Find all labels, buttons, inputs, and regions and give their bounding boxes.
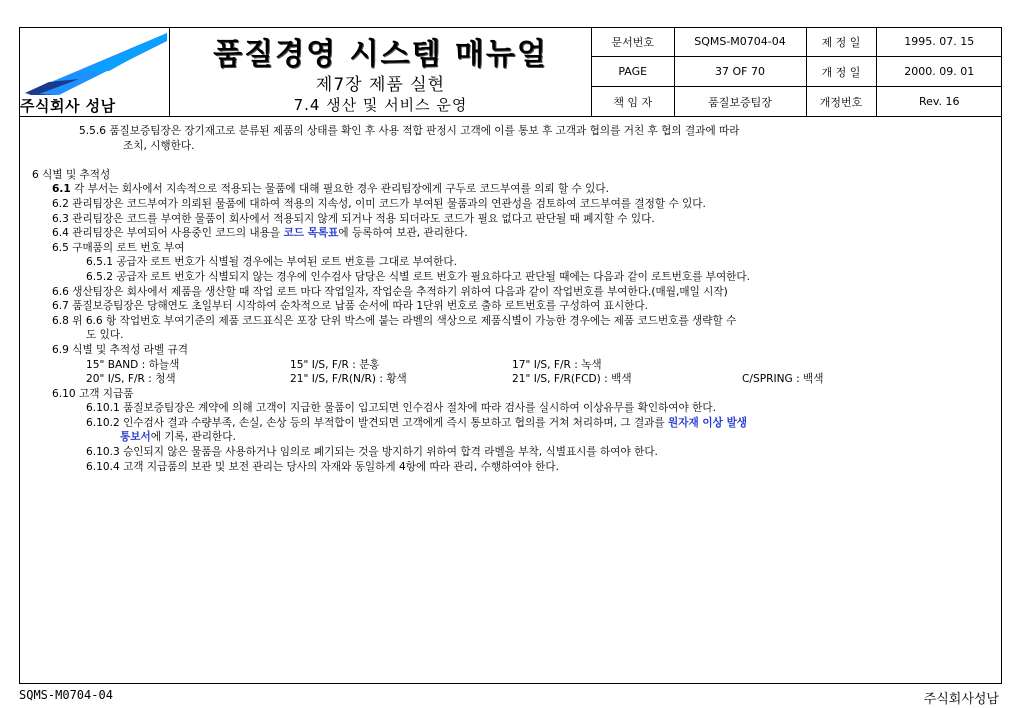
paragraph-6-7: 6.7 품질보증팀장은 당해연도 초일부터 시작하여 순차적으로 납품 순서에 따라 1단위 번호로 출하 로트번호를 구성하여 표시한다.	[52, 300, 649, 313]
paragraph-6-5-1: 6.5.1 공급자 로트 번호가 식별될 경우에는 부여된 로트 번호를 그대로 부여한다.	[86, 256, 458, 269]
paragraph-6-9: 6.9 식별 및 추적성 라벨 규격	[52, 343, 189, 356]
rev-no: Rev. 16	[876, 87, 1002, 117]
enact-date: 1995. 07. 15	[876, 27, 1002, 57]
logo-cell	[19, 27, 170, 117]
title-cell	[170, 27, 592, 117]
footer-company: 주식회사성남	[923, 692, 999, 707]
paragraph-6-10-2	[32, 416, 997, 431]
paragraph-6-4-tail: 에 등록하여 보관, 관리한다.	[338, 227, 468, 240]
paragraph-6-8: 6.8 위 6.6 항 작업번호 부여기준의 제품 코드표식은 포장 단위 박스에 붙는 라벨의 색상으로 제품식별이 가능한 경우에는 제품 코드번호를 생략할 수	[52, 314, 737, 327]
paragraph-5-5-6-cont: 조치, 시행한다.	[123, 139, 195, 152]
manual-title: 품질경영 시스템 매뉴얼	[213, 37, 548, 72]
revise-label: 개 정 일	[806, 57, 876, 87]
code-list-link[interactable]: 코드 목록표	[283, 227, 339, 240]
page-number: 37 OF 70	[674, 57, 806, 87]
material-anomaly-report-link-cont[interactable]: 통보서	[120, 431, 151, 444]
label-row-1	[32, 358, 997, 373]
label-spec: C/SPRING : 백색	[742, 373, 824, 386]
paragraph-6-10-2-tail: 에 기록, 관리한다.	[150, 431, 236, 444]
document-meta-table	[592, 27, 1002, 117]
doc-no: SQMS-M0704-04	[674, 27, 806, 57]
enact-label: 제 정 일	[806, 27, 876, 57]
label-spec: 21" I/S, F/R(N/R) : 황색	[290, 373, 407, 386]
paragraph-5-5-6: 5.5.6 품질보증팀장은 장기재고로 분류된 제품의 상태를 확인 후 사용 적합 판정시 고객에 이를 통보 후 고객과 협의를 거친 후 협의 결과에 따라	[79, 125, 740, 137]
paragraph-6-5-2: 6.5.2 공급자 로트 번호가 식별되지 않는 경우에 인수검사 담당은 식별 로트 번호가 필요하다고 판단될 때에는 다음과 같이 로트번호를 부여한다.	[86, 270, 751, 283]
paragraph-6-10-1: 6.10.1 품질보증팀장은 계약에 의해 고객이 지급한 물품이 입고되면 인수검사 절차에 따라 검사를 실시하여 이상유무를 확인하여야 한다.	[86, 402, 716, 415]
section-6-heading: 6 식별 및 추적성	[32, 168, 111, 181]
paragraph-6-10-3: 6.10.3 승인되지 않은 물품을 사용하거나 임의로 폐기되는 것을 방지하기 위하여 합격 라벨을 부착, 식별표시를 하여야 한다.	[86, 446, 658, 459]
company-name: 주식회사 성남	[20, 97, 116, 115]
paragraph-6-1-text: 각 부서는 회사에서 지속적으로 적용되는 물품에 대해 필요한 경우 관리팀장에게 구두로 코드부여를 의뢰 할 수 있다.	[70, 183, 610, 196]
label-spec: 17" I/S, F/R : 녹색	[512, 358, 602, 371]
paragraph-6-1-number: 6.1	[52, 183, 71, 196]
label-spec: 20" I/S, F/R : 청색	[86, 373, 176, 386]
label-row-2	[32, 372, 997, 387]
paragraph-6-1	[32, 182, 997, 197]
paragraph-6-5: 6.5 구매품의 로트 번호 부여	[52, 241, 185, 254]
company-logo-icon	[19, 27, 169, 97]
spacer	[32, 153, 997, 168]
paragraph-6-8-cont: 도 있다.	[86, 329, 124, 342]
paragraph-6-2: 6.2 관리팀장은 코드부여가 의뢰된 물품에 대하여 적용의 지속성, 이미 코드가 부여된 물품과의 연관성을 검토하여 코드부여를 결정할 수 있다.	[52, 197, 706, 210]
revise-date: 2000. 09. 01	[876, 57, 1002, 87]
paragraph-6-10: 6.10 고객 지급품	[52, 387, 134, 400]
section-title: 7.4 생산 및 서비스 운영	[293, 96, 468, 114]
chapter-title: 제7장 제품 실현	[315, 75, 446, 95]
doc-no-label: 문서번호	[592, 27, 674, 57]
paragraph-6-10-2-text: 6.10.2 인수검사 결과 수량부족, 손실, 손상 등의 부적합이 발견되면 고객에게 즉시 통보하고 협의를 거쳐 처리하며, 그 결과를	[86, 416, 669, 429]
paragraph-6-10-2-cont	[32, 430, 997, 445]
paragraph-6-4	[32, 226, 997, 241]
paragraph-6-6: 6.6 생산팀장은 회사에서 제품을 생산할 때 작업 로트 마다 작업일자, 작업순을 추적하기 위하여 다음과 같이 작업번호를 부여한다.(매월,매일 시작)	[52, 285, 728, 298]
document-body	[32, 124, 997, 474]
owner-label: 책 임 자	[592, 87, 674, 117]
header-divider	[19, 116, 1002, 117]
material-anomaly-report-link[interactable]: 원자재 이상 발생	[668, 416, 748, 429]
label-spec: 15" BAND : 하늘색	[86, 358, 180, 371]
rev-no-label: 개정번호	[806, 87, 876, 117]
paragraph-6-4-text: 6.4 관리팀장은 부여되어 사용중인 코드의 내용을	[52, 227, 284, 240]
footer-doc-number: SQMS-M0704-04	[19, 688, 113, 702]
paragraph-6-10-4: 6.10.4 고객 지급품의 보관 및 보전 관리는 당사의 자재와 동일하게 4항에 따라 관리, 수행하여야 한다.	[86, 460, 559, 473]
label-spec: 15" I/S, F/R : 분홍	[290, 358, 380, 371]
page-label: PAGE	[592, 57, 674, 87]
paragraph-6-3: 6.3 관리팀장은 코드를 부여한 물품이 회사에서 적용되지 않게 되거나 적용 되더라도 코드가 필요 없다고 판단될 때 폐지할 수 있다.	[52, 212, 655, 225]
document-header	[19, 27, 1002, 117]
owner: 품질보증팀장	[674, 87, 806, 117]
label-spec: 21" I/S, F/R(FCD) : 백색	[512, 373, 632, 386]
